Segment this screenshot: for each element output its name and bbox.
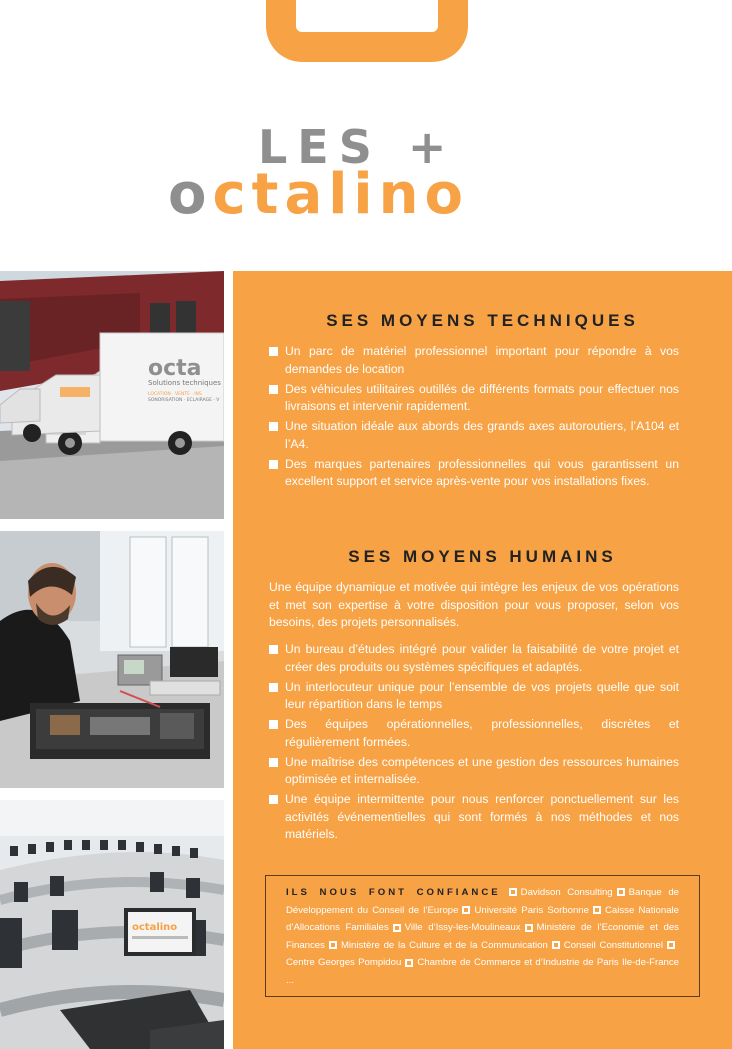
separator-square-icon xyxy=(405,959,413,967)
truck-services2-text: SONORISATION · ECLAIRAGE · V xyxy=(148,398,220,403)
logo-octagon-frame xyxy=(266,0,468,62)
list-item xyxy=(269,716,679,751)
client-name: Ministère de la Culture et de la Communication xyxy=(340,939,548,951)
list-item-text: Une équipe intermittente pour nous renforcer ponctuellement sur les activités événementielles qui sont formés à nos méthodes et nos matériels. xyxy=(285,792,679,841)
bullet-square-icon xyxy=(269,795,278,804)
techniques-list xyxy=(269,343,679,493)
bullet-square-icon xyxy=(269,645,278,654)
separator-square-icon xyxy=(509,888,517,896)
list-item-text: Un interlocuteur unique pour l’ensemble de vos projets quelle que soit leur répartition dans le temps xyxy=(285,679,679,711)
truck-brand-text: octa xyxy=(148,356,202,381)
bullet-square-icon xyxy=(269,422,278,431)
list-item-text: Une maîtrise des compétences et une gestion des ressources humaines optimisée et internalisée. xyxy=(285,754,679,786)
separator-square-icon xyxy=(525,924,533,932)
bullet-square-icon xyxy=(269,720,278,729)
separator-square-icon xyxy=(329,941,337,949)
client-name: Ministère de l’Economie et des Finances xyxy=(286,922,679,951)
title-brand xyxy=(168,162,469,227)
client-name: Conseil Constitutionnel xyxy=(563,939,663,951)
list-item xyxy=(269,754,679,789)
bullet-square-icon xyxy=(269,758,278,767)
list-item-text: Des marques partenaires professionnelles qui vous garantissent un excellent support et service après-vente pour vos installations fixes. xyxy=(285,456,679,488)
client-name: Centre Georges Pompidou xyxy=(286,957,402,969)
list-item-text: Un bureau d’études intégré pour valider la faisabilité de votre projet et créer des produits ou systèmes spécifiques et adaptés. xyxy=(285,642,679,674)
client-name: Chambre de Commerce et d’Industrie de Paris Ile-de-France ... xyxy=(286,957,679,986)
client-name: Ville d’Issy-les-Moulineaux xyxy=(404,922,521,934)
client-name: Caisse Nationale d’Allocations Familiales xyxy=(286,904,679,934)
separator-square-icon xyxy=(667,941,675,949)
photo-technician xyxy=(0,531,224,788)
brand-letter-o: o xyxy=(168,162,213,227)
bullet-square-icon xyxy=(269,460,278,469)
humains-intro: Une équipe dynamique et motivée qui intègre les enjeux de vos opérations et met son expertise à votre disposition pour vous proposer, selon vos besoins, des projets personnalisés. xyxy=(269,580,679,629)
list-item xyxy=(269,641,679,676)
client-name: Davidson Consulting xyxy=(520,887,613,898)
list-item-text: Des équipes opérationnelles, professionnelles, discrètes et régulièrement formées. xyxy=(285,717,679,749)
list-item xyxy=(269,456,679,491)
clients-label: ILS NOUS FONT CONFIANCE xyxy=(286,887,501,898)
separator-square-icon xyxy=(593,906,601,914)
screen-brand-text: octalino xyxy=(132,922,178,933)
bullet-square-icon xyxy=(269,385,278,394)
truck-tagline-text: Solutions techniques xyxy=(148,379,221,387)
list-item xyxy=(269,679,679,714)
list-item-text: Un parc de matériel professionnel important pour répondre à vos demandes de location xyxy=(285,344,679,376)
bullet-square-icon xyxy=(269,683,278,692)
photo-conference-room xyxy=(0,800,224,1049)
truck-services-text: LOCATION · VENTE · INS xyxy=(148,392,202,397)
separator-square-icon xyxy=(552,941,560,949)
title-les-plus: LES + xyxy=(258,120,457,174)
brand-rest: ctalino xyxy=(212,162,469,227)
section-title-techniques: SES MOYENS TECHNIQUES xyxy=(326,311,639,330)
separator-square-icon xyxy=(617,888,625,896)
humains-list xyxy=(269,641,679,846)
info-panel xyxy=(233,271,732,1049)
photo-trucks xyxy=(0,271,224,519)
list-item xyxy=(269,343,679,378)
section-title-humains: SES MOYENS HUMAINS xyxy=(348,547,617,566)
separator-square-icon xyxy=(462,906,470,914)
client-name: Université Paris Sorbonne xyxy=(474,904,589,916)
bullet-square-icon xyxy=(269,347,278,356)
client-name: Banque de Développement du Conseil de l’Europe xyxy=(286,887,679,916)
clients-box xyxy=(265,875,700,997)
separator-square-icon xyxy=(393,924,401,932)
list-item-text: Des véhicules utilitaires outillés de différents formats pour effectuer nos livraisons et intervenir rapidement. xyxy=(285,381,679,413)
list-item xyxy=(269,791,679,844)
list-item-text: Une situation idéale aux abords des grands axes autoroutiers, l’A104 et l’A4. xyxy=(285,419,679,451)
list-item xyxy=(269,418,679,453)
list-item xyxy=(269,381,679,416)
